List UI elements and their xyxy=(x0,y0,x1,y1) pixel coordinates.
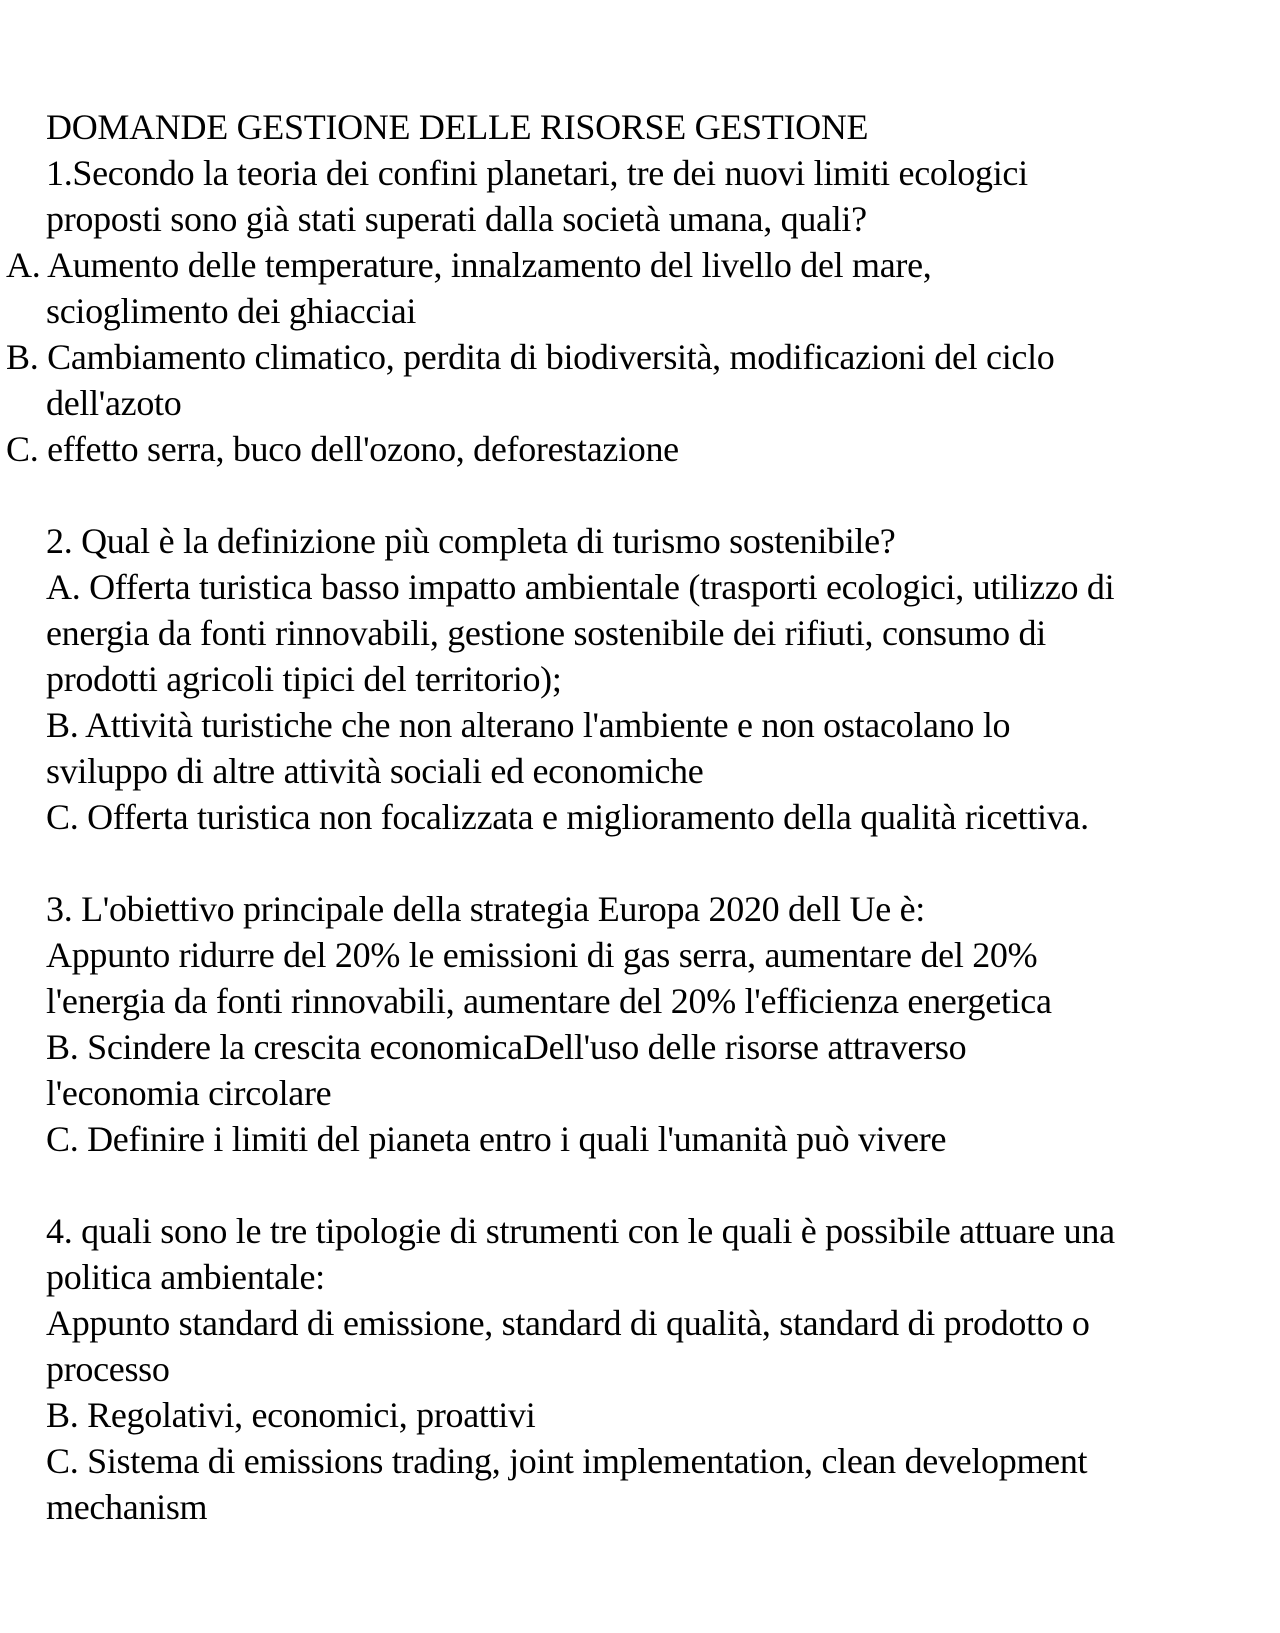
answer-line: energia da fonti rinnovabili, gestione sostenibile dei rifiuti, consumo di xyxy=(46,613,1046,653)
answer-line: C. Sistema di emissions trading, joint implementation, clean development xyxy=(46,1441,1088,1481)
question-text: politica ambientale: xyxy=(46,1257,325,1297)
answer-line: l'energia da fonti rinnovabili, aumentare del 20% l'efficienza energetica xyxy=(46,981,1052,1021)
answer-option-a: A. Aumento delle temperature, innalzamento del livello del mare, xyxy=(6,245,932,285)
answer-line: mechanism xyxy=(46,1487,208,1527)
answer-line: A. Offerta turistica basso impatto ambientale (trasporti ecologici, utilizzo di xyxy=(46,567,1115,607)
answer-line: l'economia circolare xyxy=(46,1073,332,1113)
question-text: 3. L'obiettivo principale della strategia Europa 2020 dell Ue è: xyxy=(46,889,925,929)
answer-line: B. Regolativi, economici, proattivi xyxy=(46,1395,536,1435)
answer-line: B. Attività turistiche che non alterano l'ambiente e non ostacolano lo xyxy=(46,705,1011,745)
answer-line: C. Offerta turistica non focalizzata e miglioramento della qualità ricettiva. xyxy=(46,797,1089,837)
question-4 xyxy=(0,1208,1280,1530)
blank-line xyxy=(0,472,1280,518)
answer-option-b: B. Cambiamento climatico, perdita di biodiversità, modificazioni del ciclo xyxy=(6,337,1055,377)
blank-line xyxy=(0,1162,1280,1208)
question-text: 4. quali sono le tre tipologie di strumenti con le quali è possibile attuare una xyxy=(46,1211,1115,1251)
question-2 xyxy=(0,518,1280,840)
answer-line: B. Scindere la crescita economicaDell'uso delle risorse attraverso xyxy=(46,1027,967,1067)
answer-option-a-continued: scioglimento dei ghiacciai xyxy=(46,291,417,331)
answer-option-b-continued: dell'azoto xyxy=(46,383,182,423)
answer-line: processo xyxy=(46,1349,170,1389)
document-title: DOMANDE GESTIONE DELLE RISORSE GESTIONE xyxy=(46,107,869,147)
question-1 xyxy=(0,150,1280,472)
answer-option-c: C. effetto serra, buco dell'ozono, deforestazione xyxy=(6,429,679,469)
document-page xyxy=(0,104,1280,1530)
answer-line: sviluppo di altre attività sociali ed economiche xyxy=(46,751,704,791)
answer-line: prodotti agricoli tipici del territorio); xyxy=(46,659,562,699)
question-3 xyxy=(0,886,1280,1162)
answer-line: Appunto standard di emissione, standard di qualità, standard di prodotto o xyxy=(46,1303,1090,1343)
answer-line: C. Definire i limiti del pianeta entro i quali l'umanità può vivere xyxy=(46,1119,947,1159)
answer-line: Appunto ridurre del 20% le emissioni di gas serra, aumentare del 20% xyxy=(46,935,1038,975)
blank-line xyxy=(0,840,1280,886)
question-text: 2. Qual è la definizione più completa di turismo sostenibile? xyxy=(46,521,896,561)
question-text: proposti sono già stati superati dalla società umana, quali? xyxy=(46,199,867,239)
question-text: 1.Secondo la teoria dei confini planetari, tre dei nuovi limiti ecologici xyxy=(46,153,1028,193)
